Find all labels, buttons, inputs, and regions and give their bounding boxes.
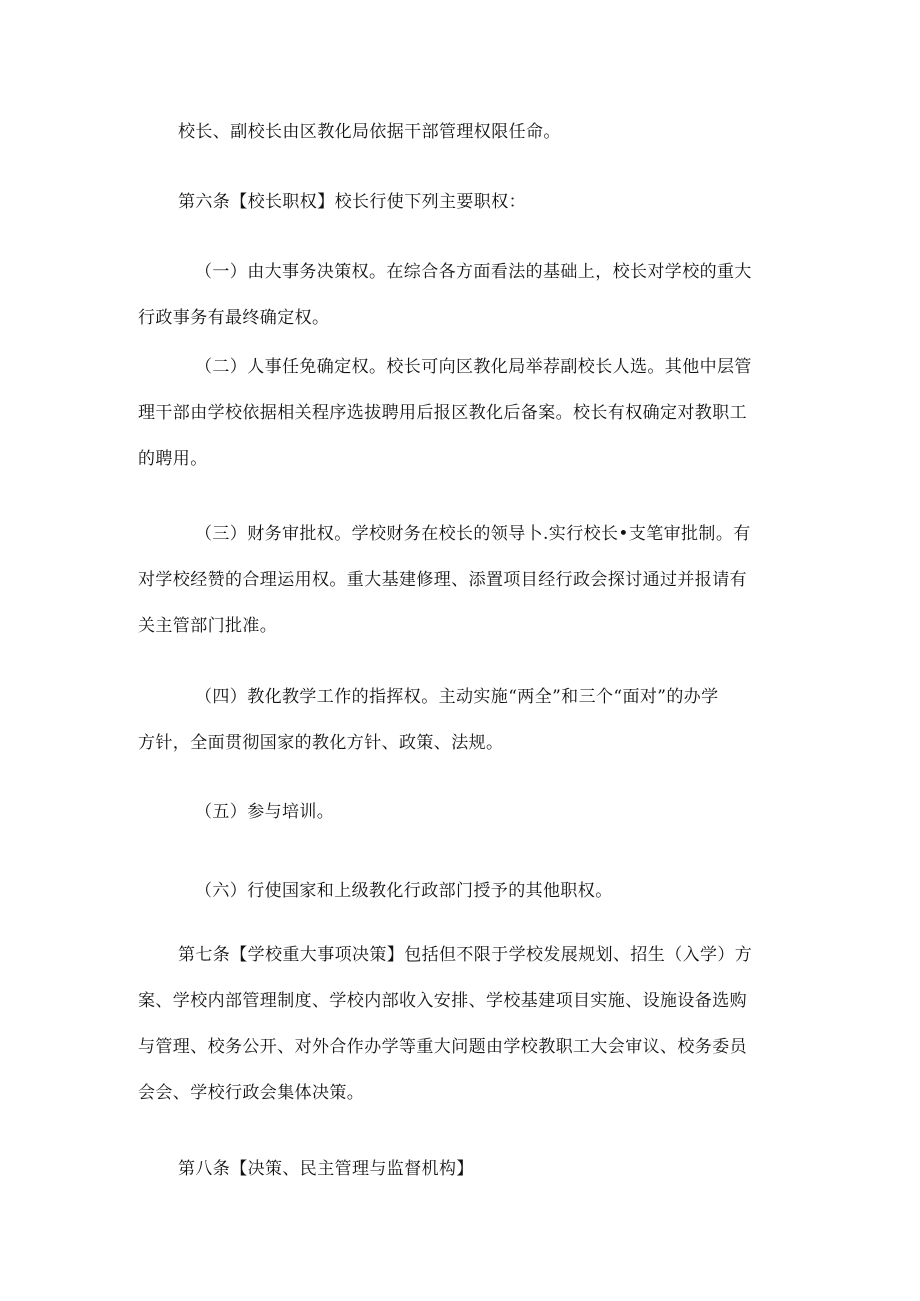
text-line: 理干部由学校依据相关程序选拔聘用后报区教化后备案。校长有权确定对教职工 bbox=[138, 403, 747, 423]
text-line: 方针，全面贯彻国家的教化方针、政策、法规。 bbox=[138, 733, 504, 753]
text-line: （二）人事任免确定权。校长可向区教化局举荐副校长人选。其他中层管 bbox=[195, 357, 752, 377]
paragraph-article-8 bbox=[178, 1154, 786, 1184]
text-line: 对学校经赞的合理运用权。重大基建修理、添置项目经行政会探讨通过并报请有 bbox=[138, 570, 747, 590]
text-line: 关主管部门批准。 bbox=[138, 616, 278, 636]
paragraph-appointment bbox=[178, 117, 786, 147]
paragraph-article-6 bbox=[178, 187, 786, 217]
text-line: 的聘用。 bbox=[138, 449, 208, 469]
text-line: 会会、学校行政会集体决策。 bbox=[138, 1083, 365, 1103]
paragraph-article-7 bbox=[138, 940, 786, 1108]
paragraph-item-3 bbox=[138, 519, 803, 641]
text-line: （三）财务审批权。学校财务在校长的领导卜.实行校长•支笔审批制。有 bbox=[195, 524, 751, 544]
paragraph-item-5 bbox=[195, 797, 803, 827]
paragraph-item-4 bbox=[138, 682, 803, 758]
text-line: 校长、副校长由区教化局依据干部管理权限任命。 bbox=[178, 122, 561, 142]
text-line: 第七条【学校重大事项决策】包括但不限于学校发展规划、招生（入学）方 bbox=[178, 945, 753, 965]
text-line: 第八条【决策、民主管理与监督机构】 bbox=[178, 1159, 474, 1179]
text-line: （五）参与培训。 bbox=[195, 802, 335, 822]
text-line: （一）由大事务决策权。在综合各方面看法的基础上，校长对学校的重大 bbox=[195, 262, 752, 282]
text-line: 与管理、校务公开、对外合作办学等重大问题由学校教职工大会审议、校务委员 bbox=[138, 1037, 747, 1057]
text-line: （四）教化教学工作的指挥权。主动实施“两全”和三个“面对”的办学 bbox=[195, 687, 719, 707]
text-line: 第六条【校长职权】校长行使下列主要职权： bbox=[178, 192, 526, 212]
paragraph-item-1 bbox=[138, 257, 803, 333]
text-line: （六）行使国家和上级教化行政部门授予的其他职权。 bbox=[195, 881, 613, 901]
paragraph-item-2 bbox=[138, 352, 803, 474]
paragraph-item-6 bbox=[195, 876, 803, 906]
text-line: 案、学校内部管理制度、学校内部收入安排、学校基建项目实施、设施设备选购 bbox=[138, 991, 747, 1011]
text-line: 行政事务有最终确定权。 bbox=[138, 308, 330, 328]
